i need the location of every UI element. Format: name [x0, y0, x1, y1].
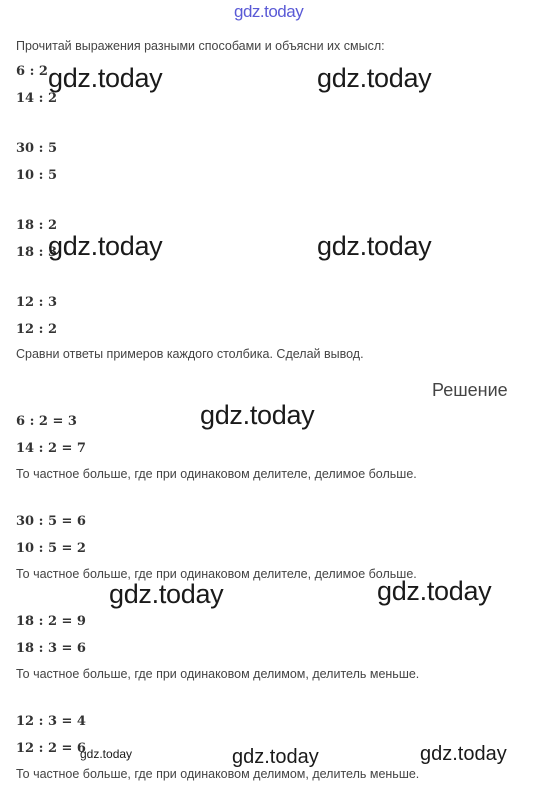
solution-conclusion: То частное больше, где при одинаковом делимом, делитель меньше.	[16, 767, 420, 781]
task-expression: 6 : 2	[16, 64, 48, 79]
solution-line: 14 : 2 = 7	[16, 441, 86, 456]
task-expression: 14 : 2	[16, 91, 57, 106]
solution-line: 6 : 2 = 3	[16, 414, 77, 429]
solution-line: 12 : 3 = 4	[16, 714, 86, 729]
task-expression: 30 : 5	[16, 141, 57, 156]
solution-line: 12 : 2 = 6	[16, 741, 86, 756]
solution-heading: Решение	[432, 380, 508, 400]
watermark: gdz.today	[317, 63, 432, 93]
solution-line: 10 : 5 = 2	[16, 541, 86, 556]
site-logo: gdz.today	[234, 2, 304, 21]
solution-line: 18 : 3 = 6	[16, 641, 86, 656]
watermark: gdz.today	[48, 231, 163, 261]
task-question: Сравни ответы примеров каждого столбика. Сделай вывод.	[16, 347, 364, 361]
solution-conclusion: То частное больше, где при одинаковом делимом, делитель меньше.	[16, 667, 420, 681]
solution-conclusion: То частное больше, где при одинаковом делителе, делимое больше.	[16, 567, 417, 581]
watermark: gdz.today	[377, 576, 492, 606]
solution-conclusion: То частное больше, где при одинаковом делителе, делимое больше.	[16, 467, 417, 481]
task-expression: 10 : 5	[16, 168, 57, 183]
watermark: gdz.today	[200, 400, 315, 430]
solution-line: 18 : 2 = 9	[16, 614, 86, 629]
task-expression: 18 : 3	[16, 245, 57, 260]
task-expression: 12 : 2	[16, 322, 57, 337]
watermark: gdz.today	[109, 579, 224, 609]
watermark: gdz.today	[48, 63, 163, 93]
watermark: gdz.today	[420, 743, 507, 765]
solution-line: 30 : 5 = 6	[16, 514, 86, 529]
watermark: gdz.today	[80, 747, 133, 761]
task-prompt: Прочитай выражения разными способами и объясни их смысл:	[16, 39, 385, 53]
task-expression: 12 : 3	[16, 295, 57, 310]
watermark: gdz.today	[232, 746, 319, 768]
watermark: gdz.today	[317, 231, 432, 261]
task-expression: 18 : 2	[16, 218, 57, 233]
